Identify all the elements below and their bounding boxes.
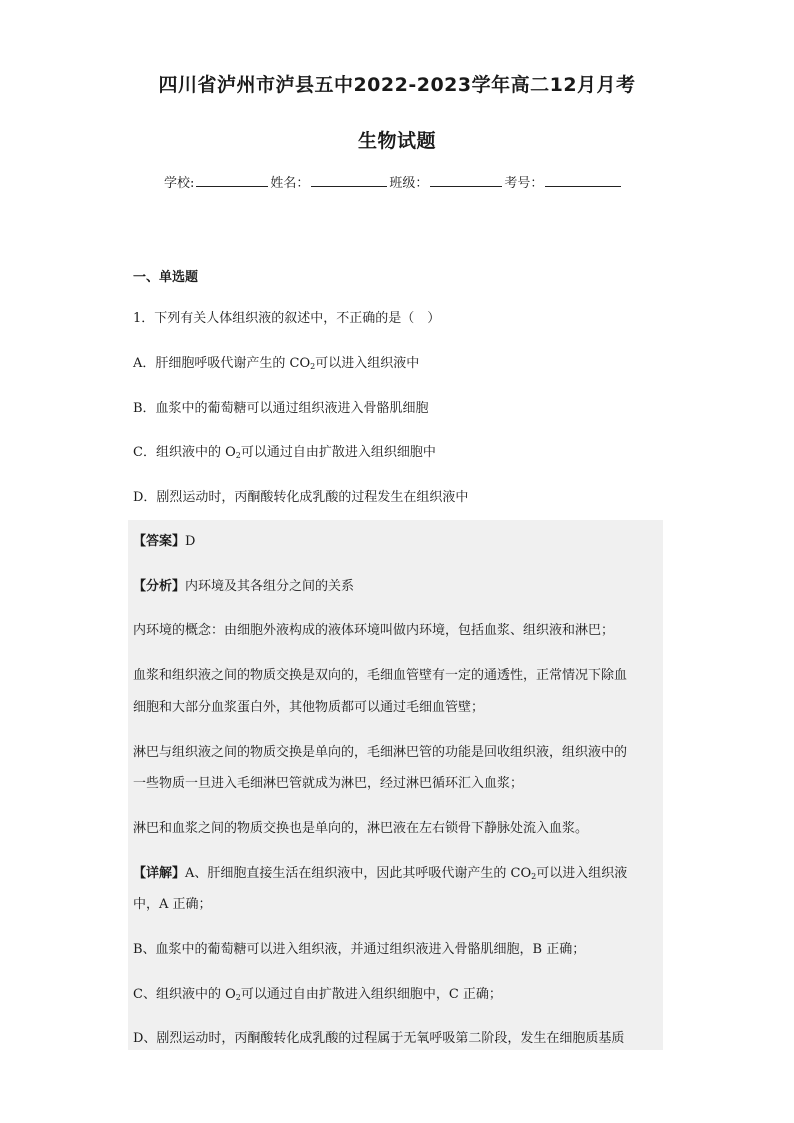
analysis-paragraph-3b: 一些物质一旦进入毛细淋巴管就成为淋巴，经过淋巴循环汇入血浆； xyxy=(133,776,524,791)
name-field[interactable] xyxy=(311,172,387,187)
detail-line-3 xyxy=(133,983,663,1002)
detail-c-text-end: 可以通过自由扩散进入组织细胞中，C 正确； xyxy=(240,987,502,1002)
answer-line xyxy=(133,530,663,549)
analysis-tag: 【分析】 xyxy=(133,579,186,594)
analysis-paragraph-2b: 细胞和大部分血浆蛋白外，其他物质都可以通过毛细血管壁； xyxy=(133,700,485,715)
detail-c-sub: 2 xyxy=(235,993,241,1002)
option-c-text: C．组织液中的 O xyxy=(133,445,236,460)
detail-line-1 xyxy=(133,862,663,881)
option-c-sub: 2 xyxy=(235,451,241,460)
analysis-paragraph-1: 内环境的概念：由细胞外液构成的液体环境叫做内环境，包括血浆、组织液和淋巴； xyxy=(133,623,615,638)
detail-a-text-end: 可以进入组织液 xyxy=(536,866,628,881)
exam-number-label: 考号： xyxy=(504,176,544,191)
option-d: D．剧烈运动时，丙酮酸转化成乳酸的过程发生在组织液中 xyxy=(133,490,469,505)
analysis-topic: 内环境及其各组分之间的关系 xyxy=(185,579,355,594)
answer-value: D xyxy=(185,534,196,549)
detail-a-text: A、肝细胞直接生活在组织液中，因此其呼吸代谢产生的 CO xyxy=(185,866,532,881)
option-a xyxy=(133,352,419,371)
detail-tag: 【详解】 xyxy=(133,866,186,881)
school-field[interactable] xyxy=(196,172,268,187)
option-a-text: A．肝细胞呼吸代谢产生的 CO xyxy=(133,356,311,371)
option-a-text-end: 可以进入组织液中 xyxy=(315,356,420,371)
answer-tag: 【答案】 xyxy=(133,534,186,549)
analysis-line xyxy=(133,575,663,594)
question-stem: 1．下列有关人体组织液的叙述中，不正确的是（ ） xyxy=(133,311,441,326)
detail-a-sub: 2 xyxy=(531,872,537,881)
school-label: 学校: xyxy=(164,176,195,191)
exam-title-line2: 生物试题 xyxy=(357,130,436,152)
name-label: 姓名： xyxy=(270,176,310,191)
analysis-paragraph-2a: 血浆和组织液之间的物质交换是双向的，毛细血管壁有一定的通透性，正常情况下除血 xyxy=(133,668,628,683)
analysis-paragraph-4: 淋巴和血浆之间的物质交换也是单向的，淋巴液在左右锁骨下静脉处流入血浆。 xyxy=(133,821,589,836)
detail-line-4: D、剧烈运动时，丙酮酸转化成乳酸的过程属于无氧呼吸第二阶段，发生在细胞质基质 xyxy=(133,1031,625,1046)
option-c xyxy=(133,441,436,460)
detail-line-2: B、血浆中的葡萄糖可以进入组织液，并通过组织液进入骨骼肌细胞，B 正确； xyxy=(133,942,586,957)
detail-line-1b: 中，A 正确； xyxy=(133,897,212,912)
class-field[interactable] xyxy=(430,172,502,187)
option-b: B．血浆中的葡萄糖可以通过组织液进入骨骼肌细胞 xyxy=(133,401,429,416)
exam-title-line1: 四川省泸州市泸县五中2022-2023学年高二12月月考 xyxy=(158,74,636,96)
student-info-fields xyxy=(164,172,623,191)
exam-number-field[interactable] xyxy=(545,172,621,187)
option-a-sub: 2 xyxy=(310,362,316,371)
analysis-paragraph-3a: 淋巴与组织液之间的物质交换是单向的，毛细淋巴管的功能是回收组织液，组织液中的 xyxy=(133,745,628,760)
option-c-text-end: 可以通过自由扩散进入组织细胞中 xyxy=(240,445,436,460)
detail-c-text: C、组织液中的 O xyxy=(133,987,236,1002)
section-title: 一、单选题 xyxy=(133,270,199,285)
class-label: 班级： xyxy=(389,176,429,191)
